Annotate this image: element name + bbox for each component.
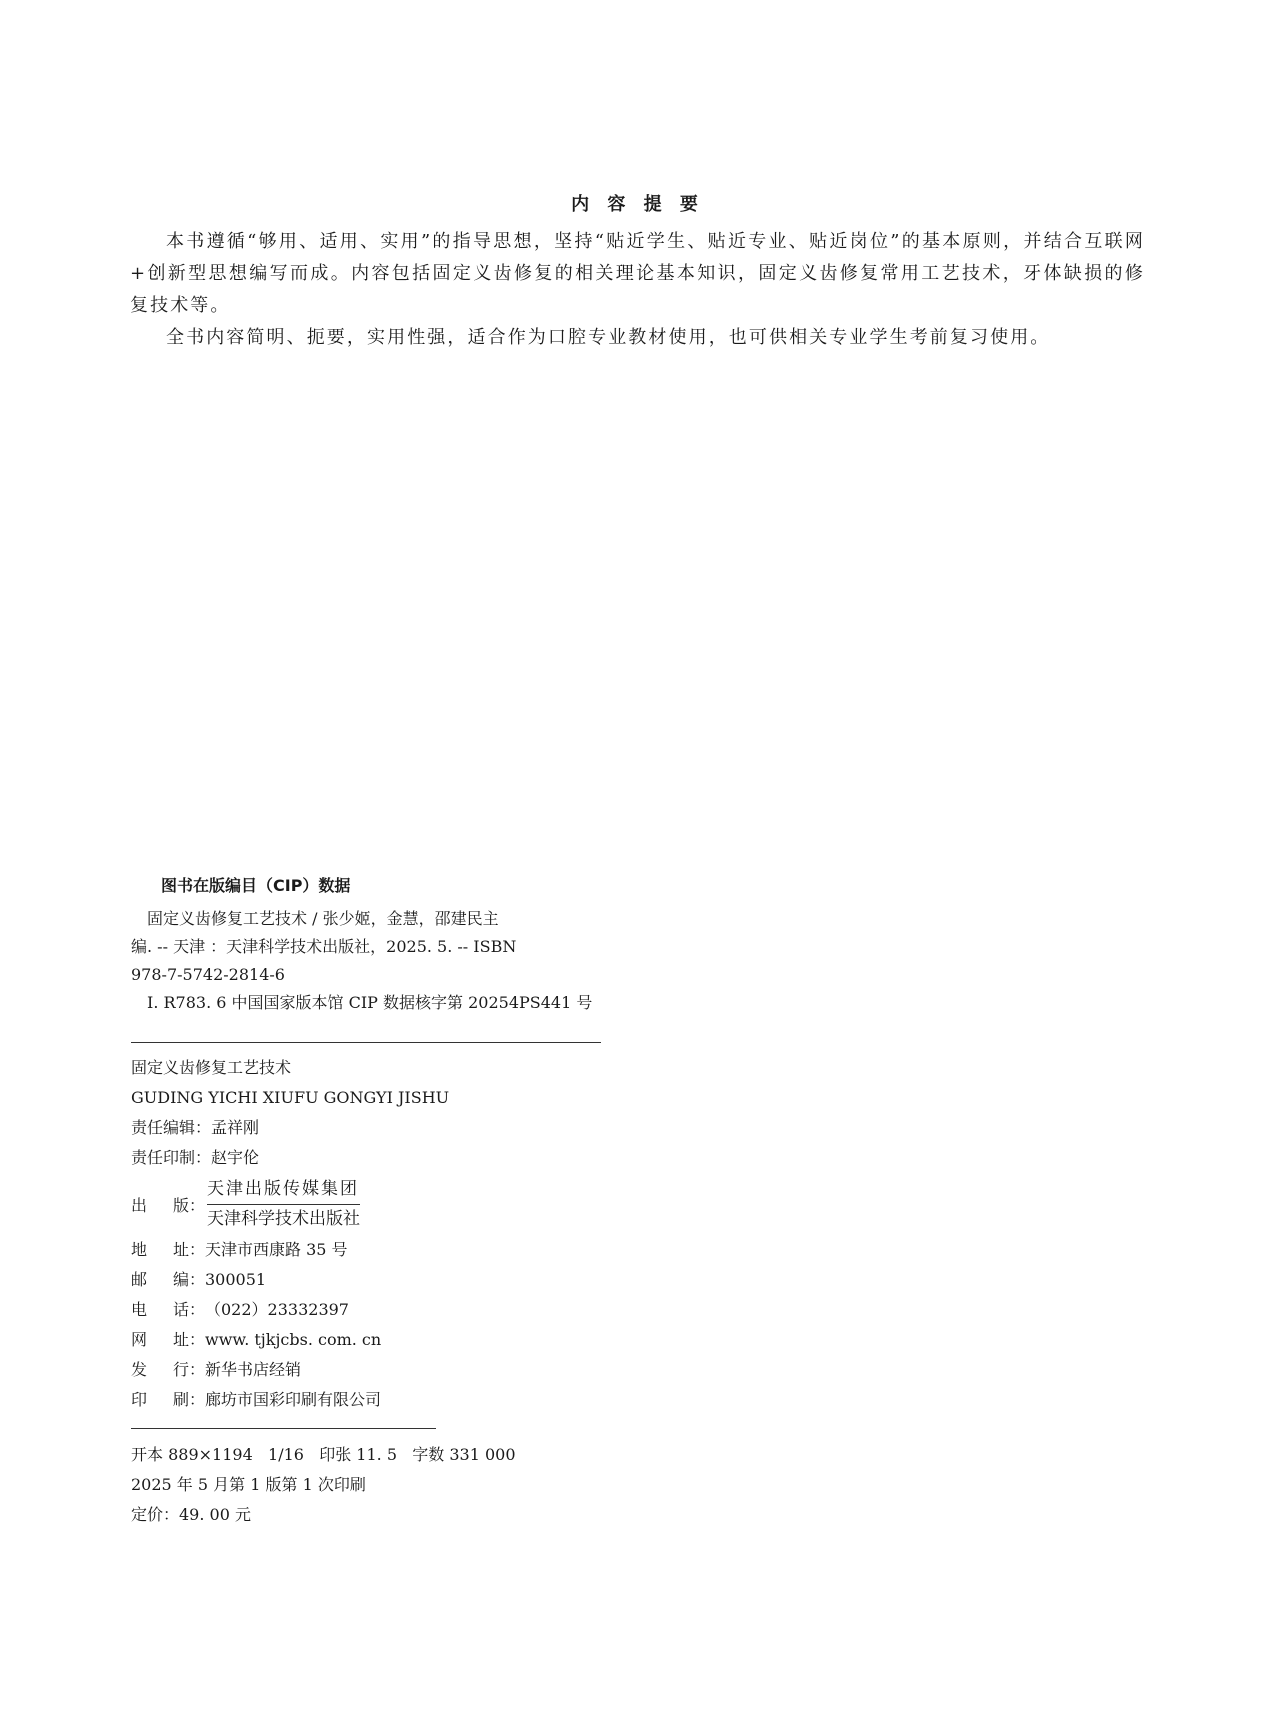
address-value: 天津市西康路 35 号 (205, 1240, 348, 1259)
website-value: www. tjkjcbs. com. cn (205, 1330, 382, 1349)
colophon-block (131, 1053, 449, 1415)
website-label: 网 址： (131, 1330, 205, 1349)
abstract-section (130, 190, 1145, 354)
phone-value: （022）23332397 (205, 1300, 349, 1319)
cip-line-3: 978-7-5742-2814-6 (131, 965, 285, 984)
format-line: 开本 889×1194 1/16 印张 11. 5 字数 331 000 (131, 1445, 516, 1464)
cip-line-2: 编. -- 天津 ：天津科学技术出版社，2025. 5. -- ISBN (131, 937, 517, 956)
print-manager-label: 责任印制： (131, 1148, 212, 1167)
print-manager-row (131, 1143, 449, 1173)
distribution-value: 新华书店经销 (205, 1360, 302, 1379)
abstract-paragraph-1: 本书遵循“够用、适用、实用”的指导思想，坚持“贴近学生、贴近专业、贴近岗位”的基本原则，并结合互联网+创新型思想编写而成。内容包括固定义齿修复的相关理论基本知识，固定义齿修复常用工艺技术，牙体缺损的修复技术等。 (130, 231, 1145, 316)
phone-row (131, 1295, 449, 1325)
editor-value: 孟祥刚 (211, 1118, 260, 1137)
publisher-label: 出 版： (131, 1195, 205, 1215)
book-title-cn: 固定义齿修复工艺技术 (131, 1058, 292, 1077)
distribution-label: 发 行： (131, 1360, 205, 1379)
publisher-group: 天津出版传媒集团 (207, 1176, 360, 1205)
website-row (131, 1325, 449, 1355)
divider-rule-1 (131, 1042, 601, 1043)
cip-line-1: 固定义齿修复工艺技术 / 张少姬，金慧，邵建民主 (147, 909, 499, 928)
specs-block (131, 1440, 516, 1530)
editor-label: 责任编辑： (131, 1118, 212, 1137)
printer-label: 印 刷： (131, 1390, 205, 1409)
publisher-row (131, 1173, 449, 1235)
postcode-value: 300051 (205, 1270, 267, 1289)
printer-row (131, 1385, 449, 1415)
abstract-title: 内 容 提 要 (571, 194, 704, 215)
edition-line: 2025 年 5 月第 1 版第 1 次印刷 (131, 1475, 366, 1494)
price-line: 定价：49. 00 元 (131, 1505, 251, 1524)
print-manager-value: 赵宇伦 (211, 1148, 260, 1167)
postcode-label: 邮 编： (131, 1270, 205, 1289)
editor-row (131, 1113, 449, 1143)
cip-line-4: Ⅰ. R783. 6 中国国家版本馆 CIP 数据核字第 20254PS441 号 (147, 993, 593, 1012)
address-label: 地 址： (131, 1240, 205, 1259)
distribution-row (131, 1355, 449, 1385)
cip-block (131, 875, 621, 1017)
publisher-house: 天津科学技术出版社 (207, 1208, 360, 1229)
abstract-paragraph-2: 全书内容简明、扼要，实用性强，适合作为口腔专业教材使用，也可供相关专业学生考前复习使用。 (166, 327, 1051, 348)
phone-label: 电 话： (131, 1300, 205, 1319)
book-title-pinyin: GUDING YICHI XIUFU GONGYI JISHU (131, 1088, 450, 1107)
cip-heading: 图书在版编目（CIP）数据 (161, 876, 351, 895)
printer-value: 廊坊市国彩印刷有限公司 (205, 1390, 382, 1409)
postcode-row (131, 1265, 449, 1295)
address-row (131, 1235, 449, 1265)
publisher-names (207, 1176, 360, 1233)
divider-rule-2 (131, 1428, 436, 1429)
